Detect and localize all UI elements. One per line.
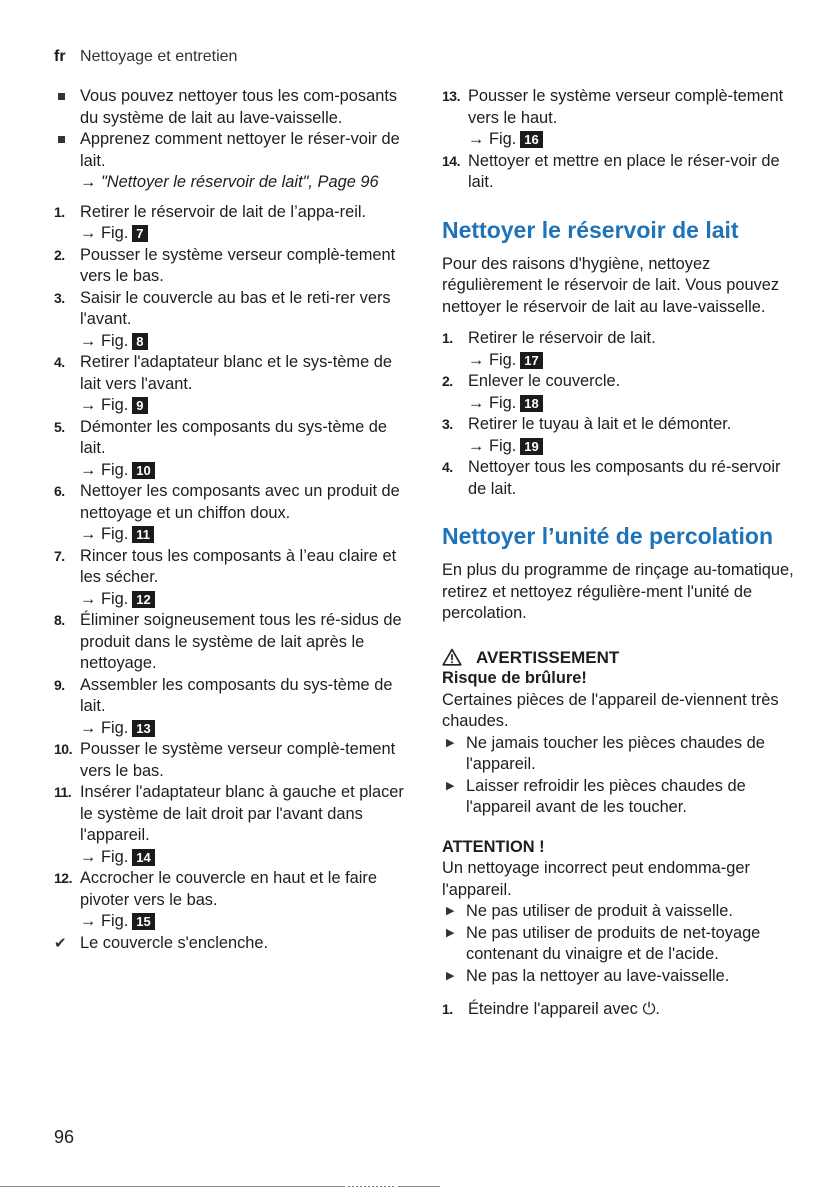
step-number: 9. <box>54 676 65 693</box>
crop-line <box>0 1186 345 1187</box>
action-text: Ne pas utiliser de produits de net-toyage contenant du vinaigre et de l'acide. <box>466 923 761 963</box>
step-text: Éteindre l'appareil avec <box>468 1000 638 1018</box>
attention-heading: ATTENTION ! <box>442 837 545 856</box>
figure-number-badge: 14 <box>132 849 154 866</box>
step-text: Accrocher le couvercle en haut et le faire pivoter vers le bas. <box>80 869 378 909</box>
figure-prefix: → Fig. <box>80 589 129 608</box>
step-number: 4. <box>54 354 65 370</box>
bullet-item <box>54 129 408 194</box>
figure-reference <box>80 331 408 353</box>
step-text: Enlever le couvercle. <box>468 372 621 390</box>
triangle-right-icon: ▶ <box>446 779 455 792</box>
step-end: . <box>655 1000 660 1018</box>
power-icon: ⏻ <box>642 1000 656 1018</box>
action-text: Ne pas la nettoyer au lave-vaisselle. <box>466 966 730 985</box>
bullet-text: Vous pouvez nettoyer tous les com-posants du système de lait au lave-vaisselle. <box>80 87 398 127</box>
figure-number-badge: 19 <box>520 438 542 455</box>
step-number: 8. <box>54 612 65 628</box>
warning-subtitle: Risque de brûlure! <box>442 669 587 687</box>
triangle-right-icon: ▶ <box>446 905 455 917</box>
step-item <box>54 739 408 782</box>
step-item <box>54 352 408 417</box>
step-text: Pousser le système verseur complè-tement vers le bas. <box>80 245 396 285</box>
figure-reference <box>80 847 408 869</box>
warning-heading <box>442 647 794 669</box>
step-number: 4. <box>442 459 453 475</box>
figure-number-badge: 16 <box>520 131 542 148</box>
right-column <box>442 86 794 1021</box>
step-item <box>54 868 408 933</box>
figure-prefix: → Fig. <box>80 847 129 866</box>
spacer <box>442 987 794 999</box>
step-number: 3. <box>442 416 453 432</box>
step-number: 6. <box>54 483 65 499</box>
milk-system-steps-continued <box>442 86 794 194</box>
crop-line <box>398 1186 440 1187</box>
figure-number-badge: 9 <box>132 397 147 414</box>
step-number: 1. <box>442 1001 453 1017</box>
bullet-text: Apprenez comment nettoyer le réser-voir de lait. <box>80 130 400 170</box>
section-heading-brewing-unit: Nettoyer l’unité de percolation <box>442 523 773 549</box>
attention-text: Un nettoyage incorrect peut endomma-ger l'appareil. <box>442 859 750 899</box>
step-number: 12. <box>54 870 72 886</box>
step-number: 3. <box>54 289 65 306</box>
step-item <box>54 675 408 740</box>
action-item <box>442 923 794 966</box>
step-number: 14. <box>442 152 460 169</box>
step-item <box>442 371 794 414</box>
figure-number-badge: 18 <box>520 395 542 412</box>
step-text: Retirer l'adaptateur blanc et le sys-tème de lait vers l'avant. <box>80 353 392 393</box>
figure-prefix: → Fig. <box>80 224 129 242</box>
figure-prefix: → Fig. <box>80 331 129 350</box>
figure-prefix: → Fig. <box>468 130 517 148</box>
step-text: Nettoyer tous les composants du ré-servoir de lait. <box>468 458 781 498</box>
step-number: 2. <box>54 246 65 263</box>
step-number: 5. <box>54 418 65 435</box>
brewing-unit-steps <box>442 999 794 1021</box>
step-text: Démonter les composants du sys-tème de lait. <box>80 417 388 457</box>
section-heading-milk-tank: Nettoyer le réservoir de lait <box>442 216 739 243</box>
figure-prefix: → Fig. <box>80 396 129 414</box>
step-item <box>54 610 408 675</box>
step-item <box>54 245 408 288</box>
figure-number-badge: 13 <box>132 720 154 737</box>
warning-text: Certaines pièces de l'appareil de-viennent très chaudes. <box>442 690 779 730</box>
figure-reference <box>468 129 794 151</box>
step-text: Insérer l'adaptateur blanc à gauche et placer le système de lait droit par l'avant dans l'appareil. <box>80 783 404 844</box>
bullet-item <box>54 86 408 129</box>
step-text: Pousser le système verseur complè-tement vers le haut. <box>468 87 784 127</box>
milk-system-steps <box>54 202 408 933</box>
figure-prefix: → Fig. <box>80 525 129 543</box>
section-title: Nettoyage et entretien <box>80 48 238 65</box>
figure-number-badge: 15 <box>132 913 154 930</box>
step-text: Saisir le couvercle au bas et le reti-rer vers l'avant. <box>80 288 391 328</box>
step-text: Pousser le système verseur complè-tement vers le bas. <box>80 740 396 780</box>
figure-number-badge: 17 <box>520 352 542 369</box>
cross-reference-link[interactable]: → "Nettoyer le réservoir de lait", Page 96 <box>80 173 379 191</box>
action-item <box>442 966 794 988</box>
action-text: Laisser refroidir les pièces chaudes de l'appareil avant de les toucher. <box>466 776 746 816</box>
figure-number-badge: 12 <box>132 591 154 608</box>
page-header <box>54 46 237 68</box>
step-text: Assembler les composants du sys-tème de lait. <box>80 675 393 715</box>
section-paragraph: En plus du programme de rinçage au-tomatique, retirez et nettoyez régulière-ment l'unité de percolation. <box>442 561 794 622</box>
step-item <box>54 782 408 868</box>
step-text: Retirer le réservoir de lait. <box>468 329 656 347</box>
step-text: Retirer le réservoir de lait de l’appa-reil. <box>80 202 367 221</box>
step-number: 7. <box>54 547 65 564</box>
figure-reference <box>80 395 408 417</box>
action-item <box>442 901 794 923</box>
triangle-right-icon: ▶ <box>446 736 455 749</box>
step-number: 2. <box>442 373 453 389</box>
figure-reference <box>80 524 408 546</box>
step-number: 10. <box>54 741 72 757</box>
attention-actions <box>442 901 794 987</box>
step-item <box>54 288 408 353</box>
step-item <box>54 417 408 482</box>
figure-reference <box>80 589 408 611</box>
left-column <box>54 86 408 954</box>
result-line <box>54 933 408 955</box>
figure-reference <box>468 393 794 415</box>
step-number: 11. <box>54 784 72 800</box>
step-number: 13. <box>442 88 460 104</box>
figure-number-badge: 11 <box>132 526 154 543</box>
action-item <box>442 733 794 776</box>
warning-title: AVERTISSEMENT <box>476 647 620 667</box>
step-text: Retirer le tuyau à lait et le démonter. <box>468 415 732 433</box>
step-text: Éliminer soigneusement tous les ré-sidus de produit dans le système de lait après le nettoyage. <box>80 611 402 672</box>
figure-reference <box>80 460 408 482</box>
figure-reference <box>80 223 408 245</box>
milk-tank-steps <box>442 328 794 500</box>
action-item <box>442 776 794 819</box>
warning-actions <box>442 733 794 819</box>
figure-reference <box>468 350 794 372</box>
figure-prefix: → Fig. <box>468 350 517 369</box>
step-number: 1. <box>442 330 453 346</box>
step-item <box>442 999 794 1021</box>
step-item <box>54 546 408 611</box>
step-item <box>442 414 794 457</box>
figure-prefix: → Fig. <box>468 393 517 412</box>
intro-bullets <box>54 86 408 194</box>
language-code: fr <box>54 48 66 65</box>
step-number: 1. <box>54 203 65 220</box>
step-item <box>442 328 794 371</box>
step-text: Nettoyer et mettre en place le réser-voir de lait. <box>468 151 780 191</box>
step-item <box>442 151 794 194</box>
figure-reference <box>80 911 408 933</box>
figure-prefix: → Fig. <box>80 718 129 737</box>
figure-prefix: → Fig. <box>80 912 129 930</box>
triangle-right-icon: ▶ <box>446 969 455 982</box>
action-text: Ne pas utiliser de produit à vaisselle. <box>466 902 733 920</box>
figure-reference <box>468 436 794 458</box>
step-text: Nettoyer les composants avec un produit de nettoyage et un chiffon doux. <box>80 482 400 522</box>
figure-prefix: → Fig. <box>468 436 517 455</box>
figure-number-badge: 10 <box>132 462 154 479</box>
step-text: Rincer tous les composants à l’eau claire et les sécher. <box>80 546 397 586</box>
result-text: Le couvercle s'enclenche. <box>80 933 269 952</box>
figure-prefix: → Fig. <box>80 460 129 479</box>
step-item <box>442 86 794 151</box>
section-paragraph: Pour des raisons d'hygiène, nettoyez régulièrement le réservoir de lait. Vous pouvez nettoyer le réservoir de lait au lave-vaisselle. <box>442 254 780 316</box>
warning-triangle-icon <box>442 648 462 666</box>
checkmark-icon: ✔ <box>54 934 67 952</box>
crop-line <box>348 1186 396 1187</box>
page-number: 96 <box>54 1127 75 1147</box>
figure-reference <box>80 718 408 740</box>
step-item <box>54 481 408 546</box>
step-item <box>442 457 794 500</box>
step-item <box>54 202 408 245</box>
action-text: Ne jamais toucher les pièces chaudes de l'appareil. <box>466 733 765 773</box>
figure-number-badge: 8 <box>132 333 147 350</box>
triangle-right-icon: ▶ <box>446 926 455 939</box>
figure-number-badge: 7 <box>132 225 147 242</box>
